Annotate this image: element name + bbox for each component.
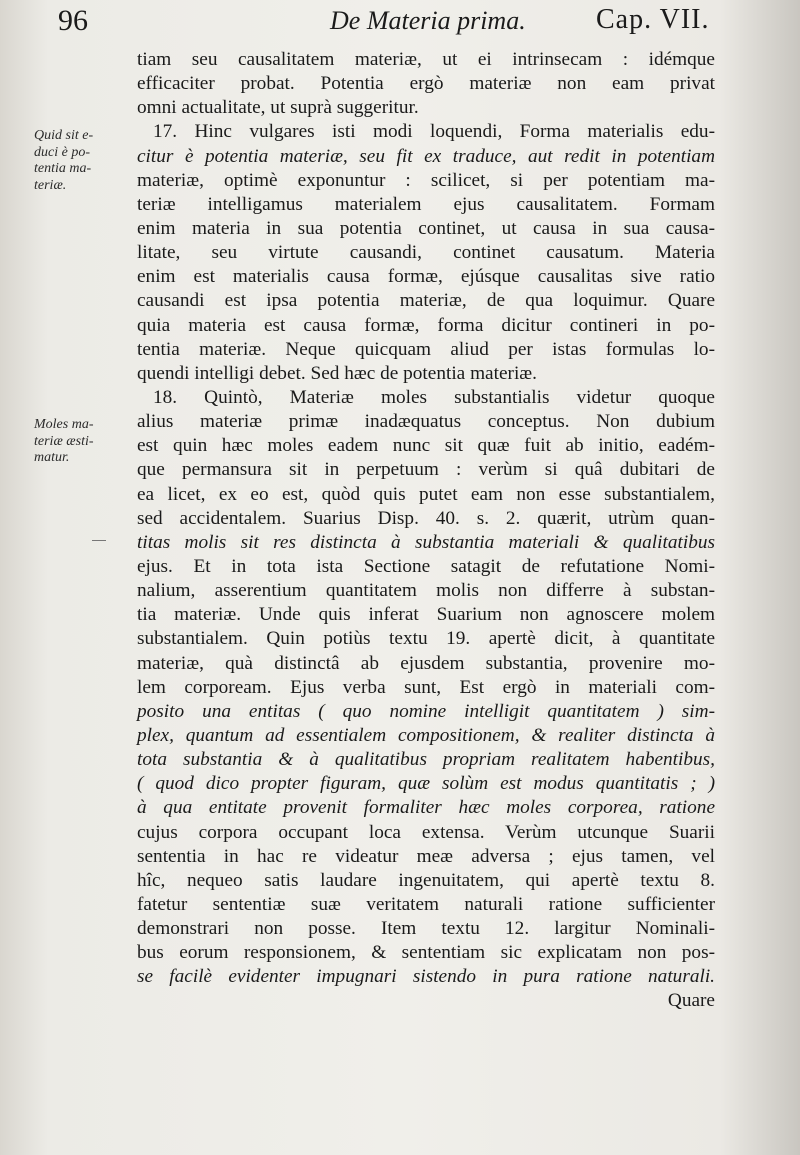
text-line: materiæ, optimè exponuntur : scilicet, si per potentiam ma- bbox=[137, 169, 715, 191]
text-line: titas molis sit res distincta à substantia materiali & qualitatibus bbox=[137, 531, 715, 553]
margin-note-quid-sit-educi bbox=[34, 128, 124, 194]
text-line: materiæ, quà distinctâ ab ejusdem substantia, provenire mo- bbox=[137, 652, 715, 674]
text-line: hîc, nequeo satis laudare ingenuitatem, qui apertè textu 8. bbox=[137, 869, 715, 891]
text-line: demonstrari non posse. Item textu 12. largitur Nominali- bbox=[137, 918, 715, 940]
text-line: ea licet, ex eo est, quòd quis putet eam non esse substantialem, bbox=[137, 483, 715, 505]
text-line: bus eorum responsionem, & sententiam sic explicatam non pos- bbox=[137, 942, 715, 964]
text-line: ( quod dico propter figuram, quæ solùm est modus quantitatis ; ) bbox=[137, 773, 715, 795]
margin-dash bbox=[92, 540, 106, 541]
margin-note-line: teriæ æsti- bbox=[34, 433, 94, 449]
text-line: sententia in hac re videatur meæ adversa ; ejus tamen, vel bbox=[137, 845, 715, 867]
text-line: tota substantia & à qualitatibus propriam realitatem habentibus, bbox=[137, 749, 715, 771]
text-line: lem corpoream. Ejus verba sunt, Est ergò in materiali com- bbox=[137, 676, 715, 698]
chapter-label: Cap. VII. bbox=[596, 4, 710, 35]
text-line: ejus. Et in tota ista Sectione satagit de refutatione Nomi- bbox=[137, 555, 715, 577]
text-line: quendi intelligi debet. Sed hæc de potentia materiæ. bbox=[137, 362, 537, 384]
catchword: Quare bbox=[667, 990, 715, 1012]
text-line: fatetur sententiæ suæ veritatem naturali ratione sufficienter bbox=[137, 893, 715, 915]
text-line: nalium, asserentium quantitatem molis non differre à substan- bbox=[137, 580, 715, 602]
text-line: citur è potentia materiæ, seu fit ex traduce, aut redit in potentiam bbox=[137, 145, 715, 167]
paragraph-17-start: 17. Hinc vulgares isti modi loquendi, Forma materialis edu- bbox=[153, 121, 715, 143]
text-line: est quin hæc moles eadem nunc sit quæ fuit ab initio, eadém- bbox=[137, 435, 715, 457]
text-line: cujus corpora occupant loca extensa. Verùm utcunque Suarii bbox=[137, 821, 715, 843]
text-line: enim est materialis causa formæ, ejúsque causalitas sive ratio bbox=[137, 266, 715, 288]
text-line: posito una entitas ( quo nomine intelligit quantitatem ) sim- bbox=[137, 700, 715, 722]
text-line: litate, seu virtute causandi, continet causatum. Materia bbox=[137, 242, 715, 264]
text-line: à qua entitate provenit formaliter hæc moles corporea, ratione bbox=[137, 797, 715, 819]
text-line: substantialem. Quin potiùs textu 19. apertè dicit, à quantitate bbox=[137, 628, 715, 650]
running-head: De Materia prima. bbox=[330, 6, 526, 35]
margin-note-line: tentia ma- bbox=[34, 161, 92, 176]
text-line: se facilè evidenter impugnari sistendo in pura ratione naturali. bbox=[137, 966, 715, 988]
page-header bbox=[0, 4, 800, 48]
text-line: tentia materiæ. Neque quicquam aliud per istas formulas lo- bbox=[137, 338, 715, 360]
page-number: 96 bbox=[58, 4, 88, 37]
text-line: causandi est ipsa potentia materiæ, de qua loquimur. Quare bbox=[137, 290, 715, 312]
margin-note-line: Moles ma- bbox=[34, 417, 94, 432]
margin-note-line: matur. bbox=[34, 450, 70, 465]
text-line: plex, quantum ad essentialem compositionem, & realiter distincta à bbox=[137, 724, 715, 746]
text-line: teriæ intelligamus materialem ejus causalitatem. Formam bbox=[137, 193, 715, 215]
margin-note-line: Quid sit e- bbox=[34, 128, 94, 143]
body-text bbox=[137, 48, 715, 1014]
margin-note-moles-materiae bbox=[34, 417, 124, 467]
text-line: alius materiæ primæ inadæquatus conceptus. Non dubium bbox=[137, 411, 715, 433]
text-line: omni actualitate, ut suprà suggeritur. bbox=[137, 97, 419, 119]
text-line: tia materiæ. Unde quis inferat Suarium non agnoscere molem bbox=[137, 604, 715, 626]
margin-note-line: duci è po- bbox=[34, 144, 90, 160]
text-line: efficaciter probat. Potentia ergò materiæ non eam privat bbox=[137, 73, 715, 95]
paragraph-18-start: 18. Quintò, Materiæ moles substantialis videtur quoque bbox=[153, 386, 715, 408]
text-line: que permansura sit in perpetuum : verùm si quâ dubitari de bbox=[137, 459, 715, 481]
margin-note-line: teriæ. bbox=[34, 177, 67, 193]
text-line: enim materia in sua potentia continet, ut causa in sua causa- bbox=[137, 217, 715, 239]
text-line: tiam seu causalitatem materiæ, ut ei intrinsecam : idémque bbox=[137, 49, 715, 70]
text-line: quia materia est causa formæ, forma dicitur contineri in po- bbox=[137, 314, 715, 336]
text-line: sed accidentalem. Suarius Disp. 40. s. 2. quærit, utrùm quan- bbox=[137, 507, 715, 529]
